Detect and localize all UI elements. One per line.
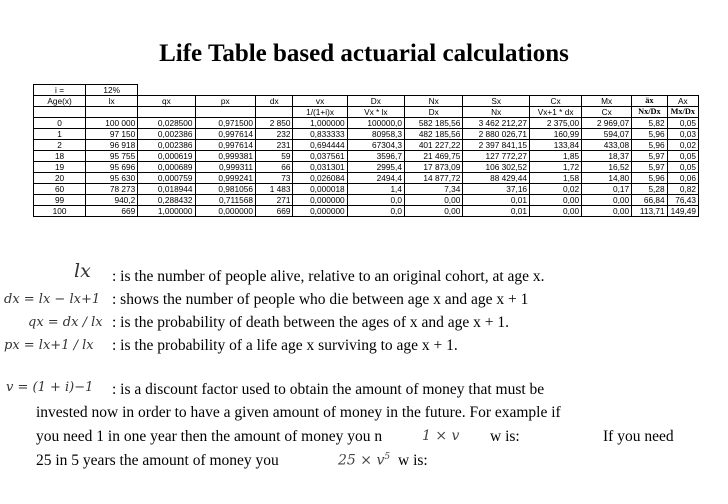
subheader-cell [138, 107, 195, 118]
table-cell: 2 [34, 140, 86, 151]
table-cell: 5,96 [632, 140, 667, 151]
table-row [34, 151, 699, 162]
header-cell: dx [255, 96, 293, 107]
header-cell: vx [293, 96, 347, 107]
qx-definition: : is the probability of death between the ages of x and age x + 1. [112, 314, 509, 331]
header-cell: Age(x) [34, 96, 86, 107]
table-cell: 0,000689 [138, 162, 195, 173]
table-cell: 0,00 [582, 206, 632, 217]
table-cell: 0,00 [404, 206, 462, 217]
header-cell: lx [86, 96, 138, 107]
table-cell: 0,000018 [293, 184, 347, 195]
table-cell: 3596,7 [347, 151, 404, 162]
table-cell: 1,85 [530, 151, 582, 162]
table-cell: 88 429,44 [463, 173, 530, 184]
table-cell: 0,833333 [293, 129, 347, 140]
px-definition: : is the probability of a life age x surviving to age x + 1. [112, 337, 458, 354]
paragraph-line-2: invested now in order to have a given amount of money in the future. For example if [36, 404, 561, 421]
table-cell: 100 [34, 206, 86, 217]
interest-label: i = [34, 85, 86, 96]
paragraph-line-3c: If you need [603, 428, 674, 445]
table-cell: 0,694444 [293, 140, 347, 151]
table-cell: 0,000759 [138, 173, 195, 184]
table-cell: 106 302,52 [463, 162, 530, 173]
table-cell: 401 227,22 [404, 140, 462, 151]
table-cell: 17 873,09 [404, 162, 462, 173]
header-cell: Cx [530, 96, 582, 107]
table-cell: 66,84 [632, 195, 667, 206]
header-cell: Ax [667, 96, 698, 107]
table-row [34, 184, 699, 195]
table-cell: 133,84 [530, 140, 582, 151]
table-cell: 5,96 [632, 173, 667, 184]
subheader-cell: Mx/Dx [667, 107, 698, 118]
table-cell: 232 [255, 129, 293, 140]
table-row [34, 173, 699, 184]
table-cell: 0,997614 [195, 140, 255, 151]
table-cell: 0,0 [347, 206, 404, 217]
dx-definition: : shows the number of people who die between age x and age x + 1 [112, 291, 529, 308]
table-cell: 0,02 [667, 140, 698, 151]
subheader-cell: Dx [404, 107, 462, 118]
table-cell: 2 850 [255, 118, 293, 129]
dx-formula: dx = lx − lx+1 [4, 292, 101, 307]
interest-value: 12% [86, 85, 138, 96]
subheader-cell [34, 107, 86, 118]
v-formula: v = (1 + i)−1 [6, 380, 94, 395]
table-cell: 0,999381 [195, 151, 255, 162]
table-cell: 0,0 [347, 195, 404, 206]
paragraph-line-3b: w is: [490, 428, 520, 445]
v-definition: : is a discount factor used to obtain the amount of money that must be [112, 381, 545, 398]
table-cell: 669 [255, 206, 293, 217]
table-cell: 18,37 [582, 151, 632, 162]
header-cell: Dx [347, 96, 404, 107]
table-row [34, 140, 699, 151]
table-cell: 0 [34, 118, 86, 129]
header-cell: Sx [463, 96, 530, 107]
table-cell: 0,981056 [195, 184, 255, 195]
table-cell: 0,00 [530, 206, 582, 217]
table-cell: 0,05 [667, 118, 698, 129]
table-cell: 2 880 026,71 [463, 129, 530, 140]
table-cell: 19 [34, 162, 86, 173]
table-cell: 59 [255, 151, 293, 162]
table-cell: 0,000000 [293, 206, 347, 217]
table-cell: 0,026084 [293, 173, 347, 184]
table-cell: 0,018944 [138, 184, 195, 195]
subheader-cell: 1/(1+i)x [293, 107, 347, 118]
five-year-formula [338, 452, 390, 469]
table-cell: 20 [34, 173, 86, 184]
table-cell: 0,00 [582, 195, 632, 206]
table-cell: 5,82 [632, 118, 667, 129]
table-cell: 96 918 [86, 140, 138, 151]
table-cell: 97 150 [86, 129, 138, 140]
header-row [34, 96, 699, 107]
table-cell: 231 [255, 140, 293, 151]
table-cell: 2 397 841,15 [463, 140, 530, 151]
subheader-cell [255, 107, 293, 118]
table-cell: 1,58 [530, 173, 582, 184]
table-cell: 1,000000 [293, 118, 347, 129]
table-cell: 3 462 212,27 [463, 118, 530, 129]
table-cell: 0,000619 [138, 151, 195, 162]
subheader-cell: Cx [582, 107, 632, 118]
table-cell: 2 375,00 [530, 118, 582, 129]
table-cell: 99 [34, 195, 86, 206]
table-cell: 2 969,07 [582, 118, 632, 129]
life-table [33, 84, 699, 217]
table-cell: 1 [34, 129, 86, 140]
table-cell: 5,97 [632, 151, 667, 162]
table-row [34, 129, 699, 140]
table-row [34, 162, 699, 173]
subheader-cell: Vx+1 * dx [530, 107, 582, 118]
table-cell: 21 469,75 [404, 151, 462, 162]
table-cell: 0,002386 [138, 140, 195, 151]
header-cell: äx [632, 96, 667, 107]
five-year-formula-exponent: 5 [384, 452, 391, 462]
lx-definition: : is the number of people alive, relative to an original cohort, at age x. [112, 268, 545, 285]
table-cell: 0,002386 [138, 129, 195, 140]
subheader-row [34, 107, 699, 118]
table-cell: 1,4 [347, 184, 404, 195]
table-cell: 160,99 [530, 129, 582, 140]
table-cell: 37,16 [463, 184, 530, 195]
qx-formula: qx = dx / lx [28, 315, 103, 330]
table-row [34, 206, 699, 217]
table-cell: 594,07 [582, 129, 632, 140]
subheader-cell [195, 107, 255, 118]
table-cell: 0,01 [463, 206, 530, 217]
table-cell: 16,52 [582, 162, 632, 173]
table-cell: 0,05 [667, 151, 698, 162]
table-cell: 60 [34, 184, 86, 195]
table-cell: 95 755 [86, 151, 138, 162]
table-cell: 0,711568 [195, 195, 255, 206]
table-cell: 1 483 [255, 184, 293, 195]
table-cell: 7,34 [404, 184, 462, 195]
table-cell: 0,028500 [138, 118, 195, 129]
table-cell: 0,82 [667, 184, 698, 195]
table-cell: 66 [255, 162, 293, 173]
table-cell: 0,997614 [195, 129, 255, 140]
table-cell: 5,96 [632, 129, 667, 140]
table-cell: 78 273 [86, 184, 138, 195]
table-cell: 271 [255, 195, 293, 206]
table-cell: 669 [86, 206, 138, 217]
table-cell: 0,999241 [195, 173, 255, 184]
lx-formula: lx [74, 260, 91, 282]
table-cell: 0,288432 [138, 195, 195, 206]
table-cell: 0,01 [463, 195, 530, 206]
table-cell: 14 877,72 [404, 173, 462, 184]
table-cell: 73 [255, 173, 293, 184]
paragraph-line-4b: w is: [398, 452, 428, 469]
table-cell: 0,000000 [293, 195, 347, 206]
table-cell: 0,06 [667, 173, 698, 184]
table-cell: 5,28 [632, 184, 667, 195]
header-cell: Nx [404, 96, 462, 107]
table-cell: 940,2 [86, 195, 138, 206]
header-cell: px [195, 96, 255, 107]
table-cell: 76,43 [667, 195, 698, 206]
table-cell: 482 185,56 [404, 129, 462, 140]
table-cell: 5,97 [632, 162, 667, 173]
table-cell: 0,03 [667, 129, 698, 140]
table-cell: 95 696 [86, 162, 138, 173]
subheader-cell: Vx * lx [347, 107, 404, 118]
table-cell: 433,08 [582, 140, 632, 151]
table-cell: 0,971500 [195, 118, 255, 129]
subheader-cell [86, 107, 138, 118]
px-formula: px = lx+1 / lx [4, 338, 94, 353]
table-cell: 0,000000 [195, 206, 255, 217]
table-cell: 113,71 [632, 206, 667, 217]
table-cell: 0,037561 [293, 151, 347, 162]
table-cell: 1,000000 [138, 206, 195, 217]
table-cell: 0,17 [582, 184, 632, 195]
interest-row [34, 85, 699, 96]
table-cell: 0,00 [404, 195, 462, 206]
table-row [34, 195, 699, 206]
subheader-cell: Nx [463, 107, 530, 118]
table-cell: 149,49 [667, 206, 698, 217]
header-cell: qx [138, 96, 195, 107]
header-cell: Mx [582, 96, 632, 107]
table-cell: 0,02 [530, 184, 582, 195]
table-cell: 1,72 [530, 162, 582, 173]
paragraph-line-3a: you need 1 in one year then the amount of money you n [36, 428, 383, 445]
table-cell: 0,999311 [195, 162, 255, 173]
table-cell: 67304,3 [347, 140, 404, 151]
table-cell: 95 630 [86, 173, 138, 184]
table-cell: 0,00 [530, 195, 582, 206]
table-cell: 127 772,27 [463, 151, 530, 162]
one-year-formula: 1 × v [422, 428, 460, 444]
table-row [34, 118, 699, 129]
table-cell: 2995,4 [347, 162, 404, 173]
table-cell: 14,80 [582, 173, 632, 184]
table-cell: 2494,4 [347, 173, 404, 184]
five-year-formula-base: 25 × v [338, 452, 385, 469]
table-cell: 582 185,56 [404, 118, 462, 129]
table-cell: 100 000 [86, 118, 138, 129]
table-cell: 80958,3 [347, 129, 404, 140]
table-cell: 0,05 [667, 162, 698, 173]
table-cell: 0,031301 [293, 162, 347, 173]
paragraph-line-4a: 25 in 5 years the amount of money you [36, 452, 279, 469]
subheader-cell: Nx/Dx [632, 107, 667, 118]
table-cell: 18 [34, 151, 86, 162]
page-title: Life Table based actuarial calculations [159, 40, 569, 67]
table-cell: 100000,0 [347, 118, 404, 129]
